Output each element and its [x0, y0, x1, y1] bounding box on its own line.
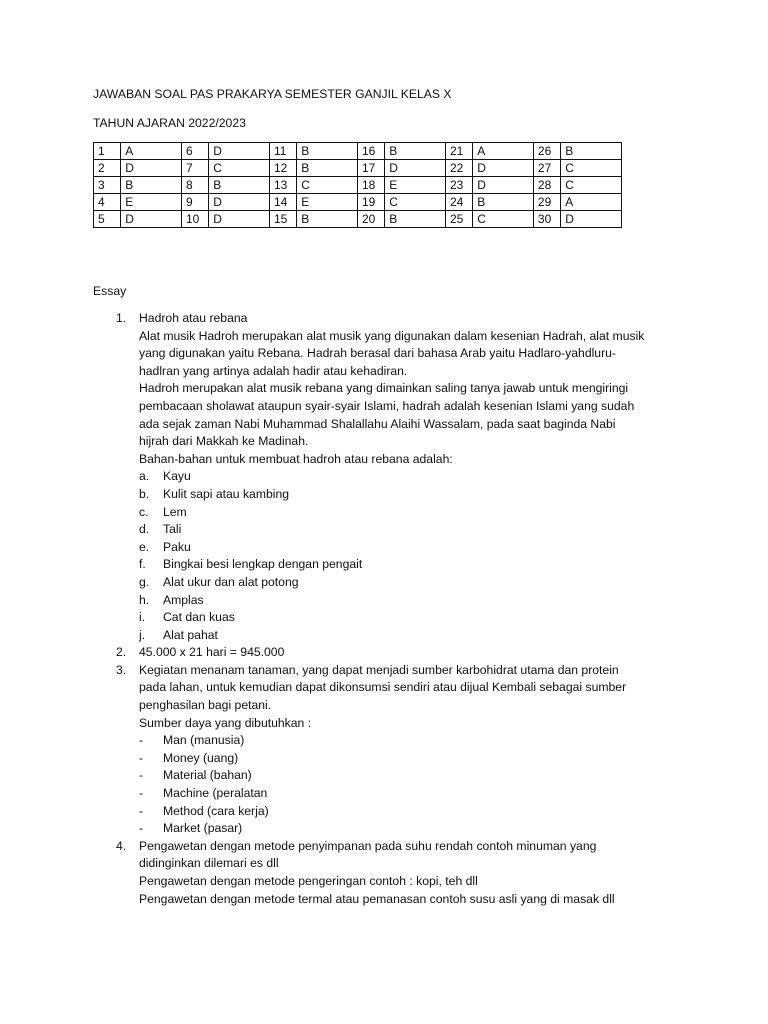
essay-heading: Essay [93, 284, 127, 298]
list-item-text: Kulit sapi atau kambing [163, 486, 290, 501]
answer-text-line: hadlran yang artinya adalah hadir atau kehadiran. [139, 363, 408, 378]
question-number-cell: 7 [181, 160, 208, 177]
question-number-cell: 29 [533, 194, 560, 211]
question-number-cell: 9 [181, 194, 208, 211]
question-number-cell: 16 [357, 143, 384, 160]
list-marker: - [139, 786, 144, 801]
list-item [139, 609, 693, 627]
list-marker: j. [139, 627, 146, 642]
document-title: JAWABAN SOAL PAS PRAKARYA SEMESTER GANJIL KELAS X [93, 87, 452, 101]
question-number-cell: 19 [357, 194, 384, 211]
answer-letter-cell: D [209, 194, 270, 211]
list-item [139, 803, 693, 821]
answer-text-line: Pengawetan dengan metode pengeringan contoh : kopi, teh dll [139, 874, 478, 888]
answer-text-line: didinginkan dilemari es dll [139, 856, 279, 871]
question-number-cell: 2 [94, 160, 121, 177]
answer-row [94, 194, 622, 211]
list-item [139, 627, 693, 645]
list-item-text: Man (manusia) [163, 733, 245, 748]
answer-letter-cell: A [473, 143, 534, 160]
answer-text-line: yang digunakan yaitu Rebana. Hadrah berasal dari bahasa Arab yaitu Hadlaro-yahdluru- [139, 346, 616, 361]
answer-letter-cell: E [385, 177, 446, 194]
answer-letter-cell: D [121, 211, 182, 228]
answer-text-line: Sumber daya yang dibutuhkan : [139, 715, 312, 730]
answer-text-line: Kegiatan menanam tanaman, yang dapat menjadi sumber karbohidrat utama dan protein [139, 662, 619, 677]
question-number-cell: 17 [357, 160, 384, 177]
question-number-cell: 11 [269, 143, 296, 160]
answer-letter-cell: D [473, 160, 534, 177]
answer-row [94, 177, 622, 194]
question-number-cell: 27 [533, 160, 560, 177]
question-number-cell: 1 [94, 143, 121, 160]
answer-letter-cell: C [385, 194, 446, 211]
answer-text-line: ada sejak zaman Nabi Muhammad Shalallahu Alaihi Wassalam, pada saat baginda Nabi [139, 416, 616, 431]
question-number: 2. [116, 645, 127, 660]
answer-letter-cell: B [297, 160, 358, 177]
answer-letter-cell: B [473, 194, 534, 211]
list-item [139, 820, 693, 838]
list-item [139, 732, 693, 750]
answer-row [94, 160, 622, 177]
list-item-text: Amplas [163, 592, 204, 607]
question-number-cell: 26 [533, 143, 560, 160]
question-number: 1. [116, 311, 127, 325]
list-item-text: Lem [163, 504, 187, 519]
list-marker: e. [139, 539, 150, 554]
question-number-cell: 21 [445, 143, 472, 160]
list-marker: i. [139, 610, 146, 625]
answer-letter-cell: D [121, 160, 182, 177]
answer-text-line: hijrah dari Makkah ke Madinah. [139, 434, 309, 449]
list-marker: a. [139, 469, 150, 484]
question-number-cell: 25 [445, 211, 472, 228]
list-item-text: Tali [163, 522, 182, 537]
answer-letter-cell: C [561, 177, 622, 194]
list-item [139, 539, 693, 557]
list-item-text: Bingkai besi lengkap dengan pengait [163, 557, 363, 572]
list-marker: - [139, 750, 144, 765]
question-number-cell: 10 [181, 211, 208, 228]
list-marker: b. [139, 486, 150, 501]
question-number-cell: 18 [357, 177, 384, 194]
answer-text-line: Bahan-bahan untuk membuat hadroh atau rebana adalah: [139, 451, 453, 466]
list-item [139, 486, 693, 504]
question-number-cell: 20 [357, 211, 384, 228]
list-marker: - [139, 821, 144, 836]
list-item [139, 556, 693, 574]
answer-text-line: penghasilan bagi petani. [139, 698, 272, 713]
answer-letter-cell: D [209, 211, 270, 228]
list-marker: - [139, 803, 144, 818]
answer-letter-cell: D [561, 211, 622, 228]
question-number-cell: 23 [445, 177, 472, 194]
answer-text-line: Alat musik Hadroh merupakan alat musik yang digunakan dalam kesenian Hadrah, alat musik [139, 328, 645, 343]
question-number-cell: 30 [533, 211, 560, 228]
question-number-cell: 12 [269, 160, 296, 177]
list-item-text: Paku [163, 539, 191, 554]
list-item [139, 574, 693, 592]
question-number-cell: 4 [94, 194, 121, 211]
list-item [139, 750, 693, 768]
answer-text-line: Hadroh merupakan alat musik rebana yang dimainkan saling tanya jawab untuk mengiringi [139, 381, 629, 396]
answer-row [94, 211, 622, 228]
answer-letter-cell: C [297, 177, 358, 194]
answer-key-table [93, 142, 622, 228]
essay-question-3 [93, 662, 693, 838]
answer-letter-cell: B [209, 177, 270, 194]
answer-text-line: pembacaan sholawat ataupun syair-syair Islami, hadrah adalah kesenian Islami yang sudah [139, 398, 635, 413]
list-marker: - [139, 733, 144, 748]
list-marker: - [139, 768, 144, 783]
list-item [139, 468, 693, 486]
list-marker: c. [139, 504, 149, 519]
list-item [139, 767, 693, 785]
list-item-text: Market (pasar) [163, 821, 243, 836]
essay-answers [93, 310, 693, 908]
answer-letter-cell: D [385, 160, 446, 177]
academic-year: TAHUN AJARAN 2022/2023 [93, 116, 246, 130]
list-item [139, 521, 693, 539]
question-number: 3. [116, 662, 127, 677]
question-number-cell: 15 [269, 211, 296, 228]
list-item-text: Alat pahat [163, 627, 218, 642]
list-item-text: Alat ukur dan alat potong [163, 574, 299, 589]
answer-letter-cell: E [121, 194, 182, 211]
answer-letter-cell: C [561, 160, 622, 177]
list-marker: d. [139, 522, 150, 537]
list-item-text: Money (uang) [163, 750, 239, 765]
answer-letter-cell: A [561, 194, 622, 211]
answer-letter-cell: B [561, 143, 622, 160]
list-item-text: Material (bahan) [163, 768, 252, 783]
answer-row [94, 143, 622, 160]
answer-text-line: Hadroh atau rebana [139, 311, 248, 325]
answer-letter-cell: B [121, 177, 182, 194]
answer-letter-cell: C [209, 160, 270, 177]
question-2-answer: 45.000 x 21 hari = 945.000 [139, 645, 285, 660]
question-number-cell: 28 [533, 177, 560, 194]
list-item-text: Cat dan kuas [163, 610, 235, 625]
answer-letter-cell: E [297, 194, 358, 211]
answer-letter-cell: D [473, 177, 534, 194]
list-item [139, 785, 693, 803]
answer-letter-cell: B [297, 143, 358, 160]
answer-text-line: Pengawetan dengan metode termal atau pemanasan contoh susu asli yang di masak dll [139, 891, 615, 906]
list-item-text: Machine (peralatan [163, 786, 268, 801]
answer-letter-cell: C [473, 211, 534, 228]
question-number-cell: 5 [94, 211, 121, 228]
answer-letter-cell: A [121, 143, 182, 160]
answer-text-line: Pengawetan dengan metode penyimpanan pada suhu rendah contoh minuman yang [139, 838, 597, 853]
list-marker: f. [139, 557, 146, 572]
question-number-cell: 6 [181, 143, 208, 160]
list-marker: g. [139, 574, 150, 589]
answer-text-line: pada lahan, untuk kemudian dapat dikonsumsi sendiri atau dijual Kembali sebagai sumber [139, 680, 627, 695]
list-marker: h. [139, 592, 150, 607]
question-number-cell: 8 [181, 177, 208, 194]
essay-question-4 [93, 838, 693, 908]
answer-letter-cell: B [297, 211, 358, 228]
list-item [139, 592, 693, 610]
essay-question-1 [93, 310, 693, 644]
list-item-text: Kayu [163, 469, 191, 484]
answer-letter-cell: B [385, 211, 446, 228]
list-item-text: Method (cara kerja) [163, 803, 269, 818]
answer-letter-cell: B [385, 143, 446, 160]
essay-question-2 [93, 644, 693, 662]
question-number-cell: 24 [445, 194, 472, 211]
question-number: 4. [116, 838, 127, 853]
answer-letter-cell: D [209, 143, 270, 160]
question-number-cell: 13 [269, 177, 296, 194]
question-number-cell: 14 [269, 194, 296, 211]
question-number-cell: 22 [445, 160, 472, 177]
question-number-cell: 3 [94, 177, 121, 194]
list-item [139, 504, 693, 522]
